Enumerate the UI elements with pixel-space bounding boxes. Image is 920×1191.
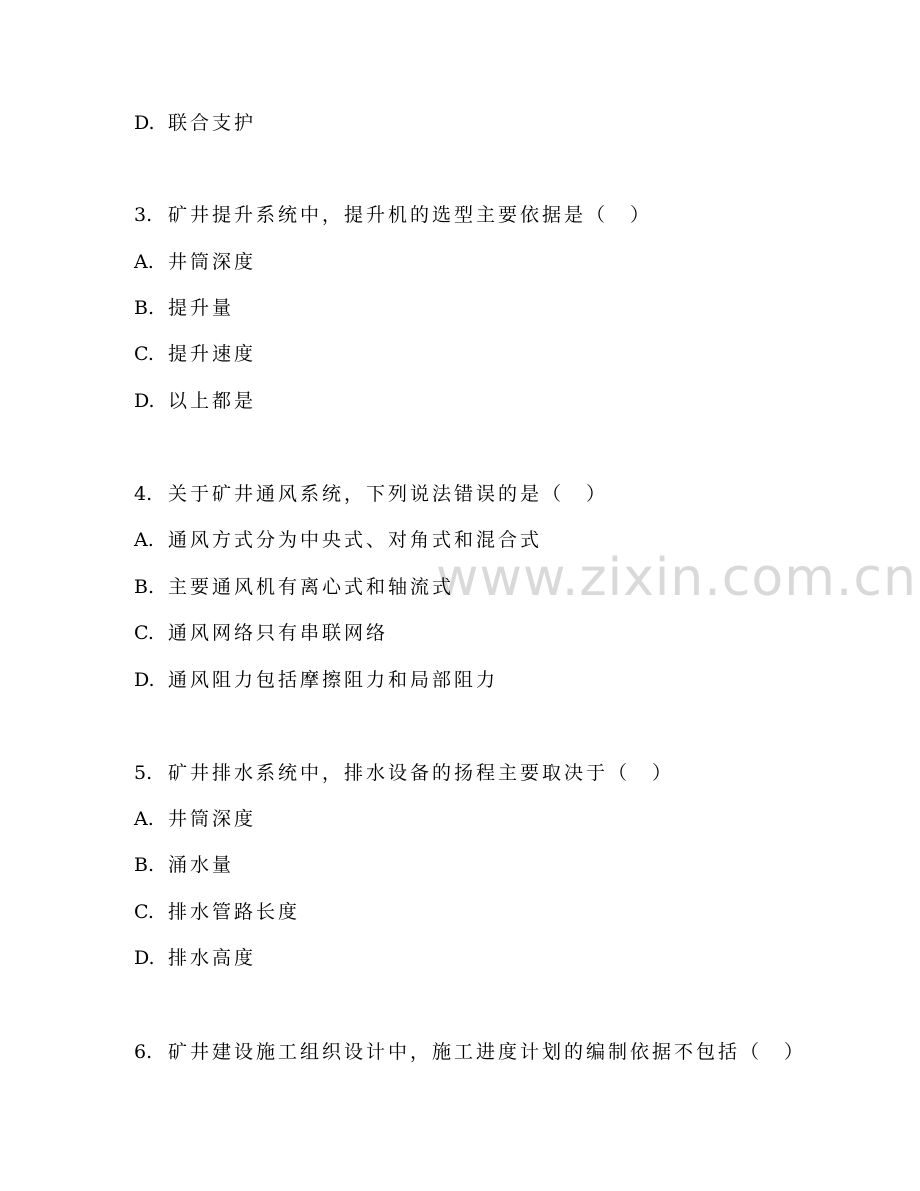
question-6: [134, 1040, 806, 1064]
question-number: 3.: [134, 204, 153, 226]
option-a-q3: [134, 250, 256, 274]
option-marker: B.: [134, 297, 155, 319]
option-text: 联合支护: [168, 112, 257, 134]
option-text: 提升量: [168, 297, 235, 319]
option-b-q5: [134, 853, 234, 877]
option-marker: A.: [134, 808, 154, 830]
option-d-q5: [134, 946, 256, 970]
option-marker: C.: [134, 622, 154, 644]
option-d-q4: [134, 668, 498, 692]
option-marker: C.: [134, 901, 154, 923]
option-text: 以上都是: [168, 390, 257, 412]
option-a-q4: [134, 528, 542, 552]
option-text: 井筒深度: [168, 251, 257, 273]
question-number: 6.: [134, 1041, 153, 1063]
question-number: 4.: [134, 483, 153, 505]
option-text: 主要通风机有离心式和轴流式: [168, 576, 455, 598]
question-text: 矿井建设施工组织设计中，施工进度计划的编制依据不包括（ ）: [168, 1041, 807, 1063]
option-text: 提升速度: [168, 343, 257, 365]
option-text: 通风网络只有串联网络: [168, 622, 389, 644]
option-marker: D.: [134, 390, 155, 412]
question-text: 关于矿井通风系统，下列说法错误的是（ ）: [168, 483, 609, 505]
question-number: 5.: [134, 762, 153, 784]
option-d-q3: [134, 389, 256, 413]
option-text: 通风阻力包括摩擦阻力和局部阻力: [168, 669, 499, 691]
option-marker: C.: [134, 343, 154, 365]
watermark: www.zixin.com.cn: [436, 548, 917, 608]
option-a-q5: [134, 807, 256, 831]
option-marker: A.: [134, 529, 154, 551]
option-marker: A.: [134, 251, 154, 273]
option-text: 井筒深度: [168, 808, 257, 830]
option-marker: D.: [134, 669, 155, 691]
option-marker: B.: [134, 854, 155, 876]
question-text: 矿井提升系统中，提升机的选型主要依据是（ ）: [168, 204, 653, 226]
option-c-q3: [134, 342, 256, 366]
option-text: 排水管路长度: [168, 901, 301, 923]
option-text: 通风方式分为中央式、对角式和混合式: [168, 529, 543, 551]
option-marker: D.: [134, 112, 155, 134]
option-b-q4: [134, 575, 454, 599]
option-b-q3: [134, 296, 234, 320]
question-3: [134, 203, 652, 227]
option-d-q2: [134, 111, 256, 135]
question-5: [134, 761, 674, 785]
question-4: [134, 482, 608, 506]
question-text: 矿井排水系统中，排水设备的扬程主要取决于（ ）: [168, 762, 675, 784]
option-text: 排水高度: [168, 947, 257, 969]
option-marker: D.: [134, 947, 155, 969]
option-marker: B.: [134, 576, 155, 598]
option-c-q4: [134, 621, 388, 645]
option-text: 涌水量: [168, 854, 235, 876]
option-c-q5: [134, 900, 300, 924]
